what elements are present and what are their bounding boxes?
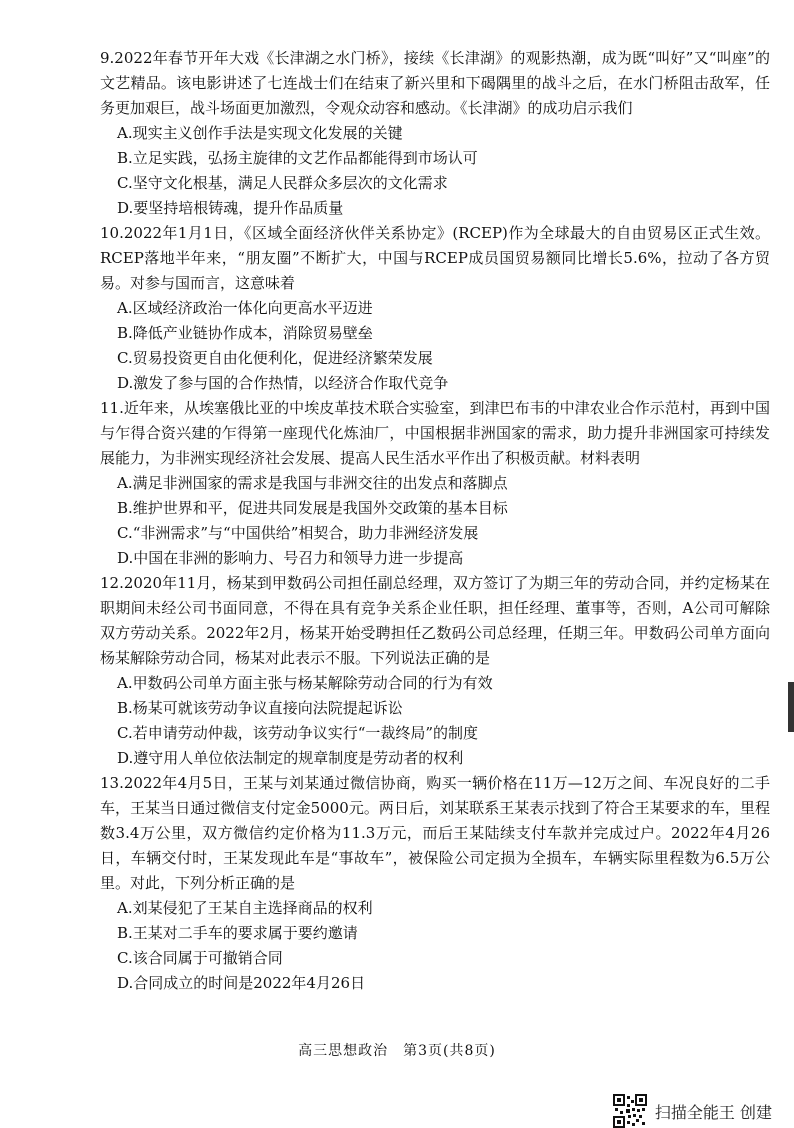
- question-stem: 10.2022年1月1日，《区域全面经济伙伴关系协定》(RCEP)作为全球最大的自由贸易区正式生效。RCEP落地半年来，“朋友圈”不断扩大，中国与RCEP成员国贸易额同比增长5.6%，拉动了各方贸易。对参与国而言，这意味着: [100, 224, 770, 292]
- option-c: C.若申请劳动仲裁，该劳动争议实行“一裁终局”的制度: [117, 724, 479, 742]
- question-stem: 12.2020年11月，杨某到甲数码公司担任副总经理，双方签订了为期三年的劳动合同，并约定杨某在职期间未经公司书面同意，不得在具有竞争关系企业任职，担任经理、董事等，否则，A公司可解除双方劳动关系。2022年2月，杨某开始受聘担任乙数码公司总经理，任期三年。甲数码公司单方面向杨某解除劳动合同，杨某对此表示不服。下列说法正确的是: [100, 574, 770, 667]
- option-list: [100, 121, 770, 221]
- option-b: B.立足实践，弘扬主旋律的文艺作品都能得到市场认可: [117, 149, 478, 167]
- option-d: D.合同成立的时间是2022年4月26日: [117, 974, 366, 992]
- scanner-watermark: [613, 1094, 772, 1128]
- option-a: A.甲数码公司单方面主张与杨某解除劳动合同的行为有效: [117, 674, 493, 692]
- question-10: [100, 221, 770, 396]
- question-stem: 11.近年来，从埃塞俄比亚的中埃皮革技术联合实验室，到津巴布韦的中津农业合作示范村，再到中国与乍得合资兴建的乍得第一座现代化炼油厂，中国根据非洲国家的需求，助力提升非洲国家可持续发展能力，为非洲实现经济社会发展、提高人民生活水平作出了积极贡献。材料表明: [100, 399, 770, 467]
- question-stem: 9.2022年春节开年大戏《长津湖之水门桥》，接续《长津湖》的观影热潮，成为既“叫好”又“叫座”的文艺精品。该电影讲述了七连战士们在结束了新兴里和下碣隅里的战斗之后，在水门桥阻击敌军，任务更加艰巨，战斗场面更加激烈，令观众动容和感动。《长津湖》的成功启示我们: [100, 49, 770, 117]
- option-d: D.激发了参与国的合作热情，以经济合作取代竞争: [117, 374, 449, 392]
- page-footer: 高三思想政治 第3页(共8页): [298, 1043, 496, 1059]
- option-a: A.区域经济政治一体化向更高水平迈进: [117, 299, 373, 317]
- option-list: [100, 296, 770, 396]
- option-c: C.贸易投资更自由化便利化，促进经济繁荣发展: [117, 349, 433, 367]
- question-12: [100, 571, 770, 771]
- question-9: [100, 46, 770, 221]
- option-c: C.该合同属于可撤销合同: [117, 949, 283, 967]
- option-list: [100, 471, 770, 571]
- option-a: A.满足非洲国家的需求是我国与非洲交往的出发点和落脚点: [117, 474, 508, 492]
- option-c: C.坚守文化根基，满足人民群众多层次的文化需求: [117, 174, 448, 192]
- option-c: C.“非洲需求”与“中国供给”相契合，助力非洲经济发展: [117, 524, 479, 542]
- watermark-text: 扫描全能王 创建: [654, 1102, 772, 1122]
- option-b: B.降低产业链协作成本，消除贸易壁垒: [117, 324, 373, 342]
- option-d: D.要坚持培根铸魂，提升作品质量: [117, 199, 344, 217]
- qr-code-icon: [613, 1094, 647, 1128]
- question-stem: 13.2022年4月5日，王某与刘某通过微信协商，购买一辆价格在11万—12万之间、车况良好的二手车，王某当日通过微信支付定金5000元。两日后，刘某联系王某表示找到了符合王某要求的车，里程数3.4万公里，双方微信约定价格为11.3万元，而后王某陆续支付车款并完成过户。2022年4月26日，车辆交付时，王某发现此车是“事故车”，被保险公司定损为全损车，车辆实际里程数为6.5万公里。对此，下列分析正确的是: [100, 774, 770, 892]
- scan-edge-mark: [788, 682, 794, 732]
- option-b: B.杨某可就该劳动争议直接向法院提起诉讼: [117, 699, 403, 717]
- option-a: A.刘某侵犯了王某自主选择商品的权利: [117, 899, 373, 917]
- option-list: [100, 671, 770, 771]
- question-13: [100, 771, 770, 996]
- question-11: [100, 396, 770, 571]
- option-b: B.维护世界和平，促进共同发展是我国外交政策的基本目标: [117, 499, 508, 517]
- question-list: [100, 46, 770, 996]
- option-b: B.王某对二手车的要求属于要约邀请: [117, 924, 358, 942]
- option-d: D.中国在非洲的影响力、号召力和领导力进一步提高: [117, 549, 464, 567]
- option-list: [100, 896, 770, 996]
- option-d: D.遵守用人单位依法制定的规章制度是劳动者的权利: [117, 749, 464, 767]
- option-a: A.现实主义创作手法是实现文化发展的关键: [117, 124, 403, 142]
